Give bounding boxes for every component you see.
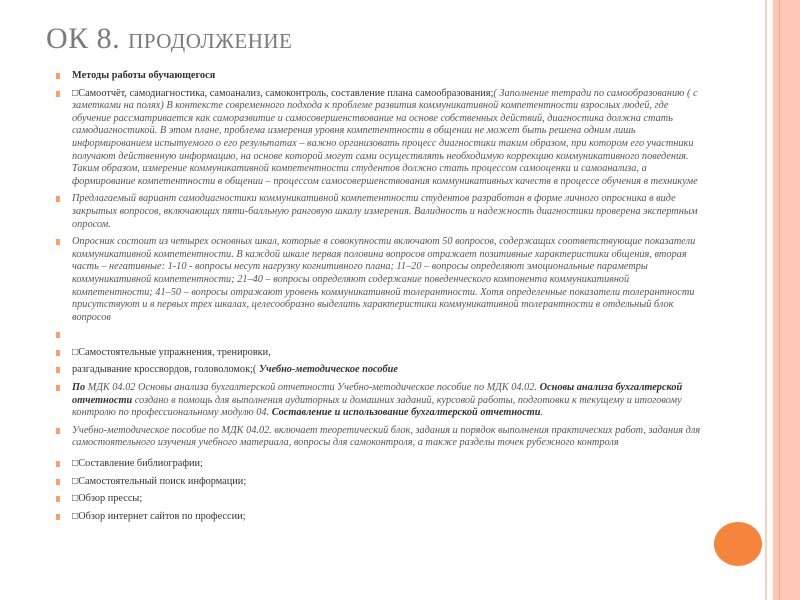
bullet-icon [56, 91, 60, 97]
list-item: □Самоотчёт, самодиагностика, самоанализ, самоконтроль, составление плана самообразования;( Заполнение тетради по самообразованию ( с заметками на полях) В контексте современного подхода к проблеме развития коммуникативной компетентности взрослых людей, где обучение рассматривается как саморазвитие и самосовершенствование на основе собственных действий, диагностика должна стать самодиагностикой. В этом плане, проблема измерения уровня компетентности в общении не может быть решена одним лишь информированием испытуемого о его результатах – важно организовать процесс диагностики таким образом, при котором его участники получают действенную информацию, на основе которой могут сами осуществлять необходимую коррекцию коммуникативного поведения. Таким образом, измерение коммуникативной компетентности студентов должно стать процессом самооценки и самоанализа, а формирование компетентности в общении – процессом самосовершенствования коммуникативных качеств в процессе обучения в техникуме [72, 88, 702, 189]
list-item: Учебно-методическое пособие по МДК 04.02. включает теоретический блок, задания и порядок выполнения практических работ, задания для самостоятельного изучения учебного материала, вопросы для самоконтроля, а также разделы точек рубежного контроля [72, 425, 702, 450]
bullet-icon [56, 196, 60, 202]
bullet-icon [56, 479, 60, 485]
bullet-icon [56, 73, 60, 79]
list-item: Предлагаемый вариант самодиагностики коммуникативной компетентности студентов разработан в форме личного опросника в виде закрытых вопросов, включающих пяти-балльную ранговую шкалу измерения. Валидность и надежность диагностики проверена экспертным опросом. [72, 193, 702, 231]
decor-band-line [779, 0, 780, 600]
bullet-icon [56, 350, 60, 356]
list-item: □Обзор прессы; [72, 493, 702, 506]
bullet-icon [56, 428, 60, 434]
bullet-icon [56, 385, 60, 391]
decor-band [773, 0, 800, 600]
list-item: разгадывание кроссвордов, головоломок;( Учебно-методическое пособие [72, 364, 702, 377]
bullet-icon [56, 461, 60, 467]
decor-circle [714, 522, 762, 566]
list-item: □Составление библиографии; [72, 458, 702, 471]
list-item: □Самостоятельный поиск информации; [72, 476, 702, 489]
bullet-icon [56, 514, 60, 520]
bullet-icon [56, 367, 60, 373]
bullet-list [72, 70, 702, 528]
bullet-icon [56, 496, 60, 502]
list-item: По МДК 04.02 Основы анализа бухгалтерской отчетности Учебно-методическое пособие по МДК 04.02. Основы анализа бухгалтерской отчетности создано в помощь для выполнения аудиторных и домашних заданий, курсовой работы, подготовки к текущему и итоговому контролю по профессиональному модулю 04. Составление и использование бухгалтерской отчетности. [72, 382, 702, 420]
list-item: Опросник состоит из четырех основных шкал, которые в совокупности включают 50 вопросов, содержащих соответствующие показатели коммуникативной компетентности. В каждой шкале первая половина вопросов отражает позитивные характеристики общения, вторая часть – негативные: 1-10 - вопросы несут нагрузку когнитивного плана; 11–20 – вопросы определяют эмоциональные параметры коммуникативной компетентности; 21–40 – вопросы определяют содержание поведенческого компонента коммуникативной компетентности; 41–50 – вопросы отражают уровень коммуникативной толерантности. Хотя определенные показатели толерантности присутствуют и в первых трех шкалах, целесообразно выделить характеристики коммуникативной толерантности в отдельный блок вопросов [72, 236, 702, 324]
slide-title: ОК 8. продолжение [46, 22, 293, 55]
list-item [72, 329, 702, 342]
bullet-icon [56, 239, 60, 245]
list-item: □Обзор интернет сайтов по профессии; [72, 511, 702, 524]
list-item: □Самостоятельные упражнения, тренировки, [72, 347, 702, 360]
bullet-icon [56, 332, 60, 338]
decor-line [765, 0, 767, 600]
list-item: Методы работы обучающегося [72, 70, 702, 83]
